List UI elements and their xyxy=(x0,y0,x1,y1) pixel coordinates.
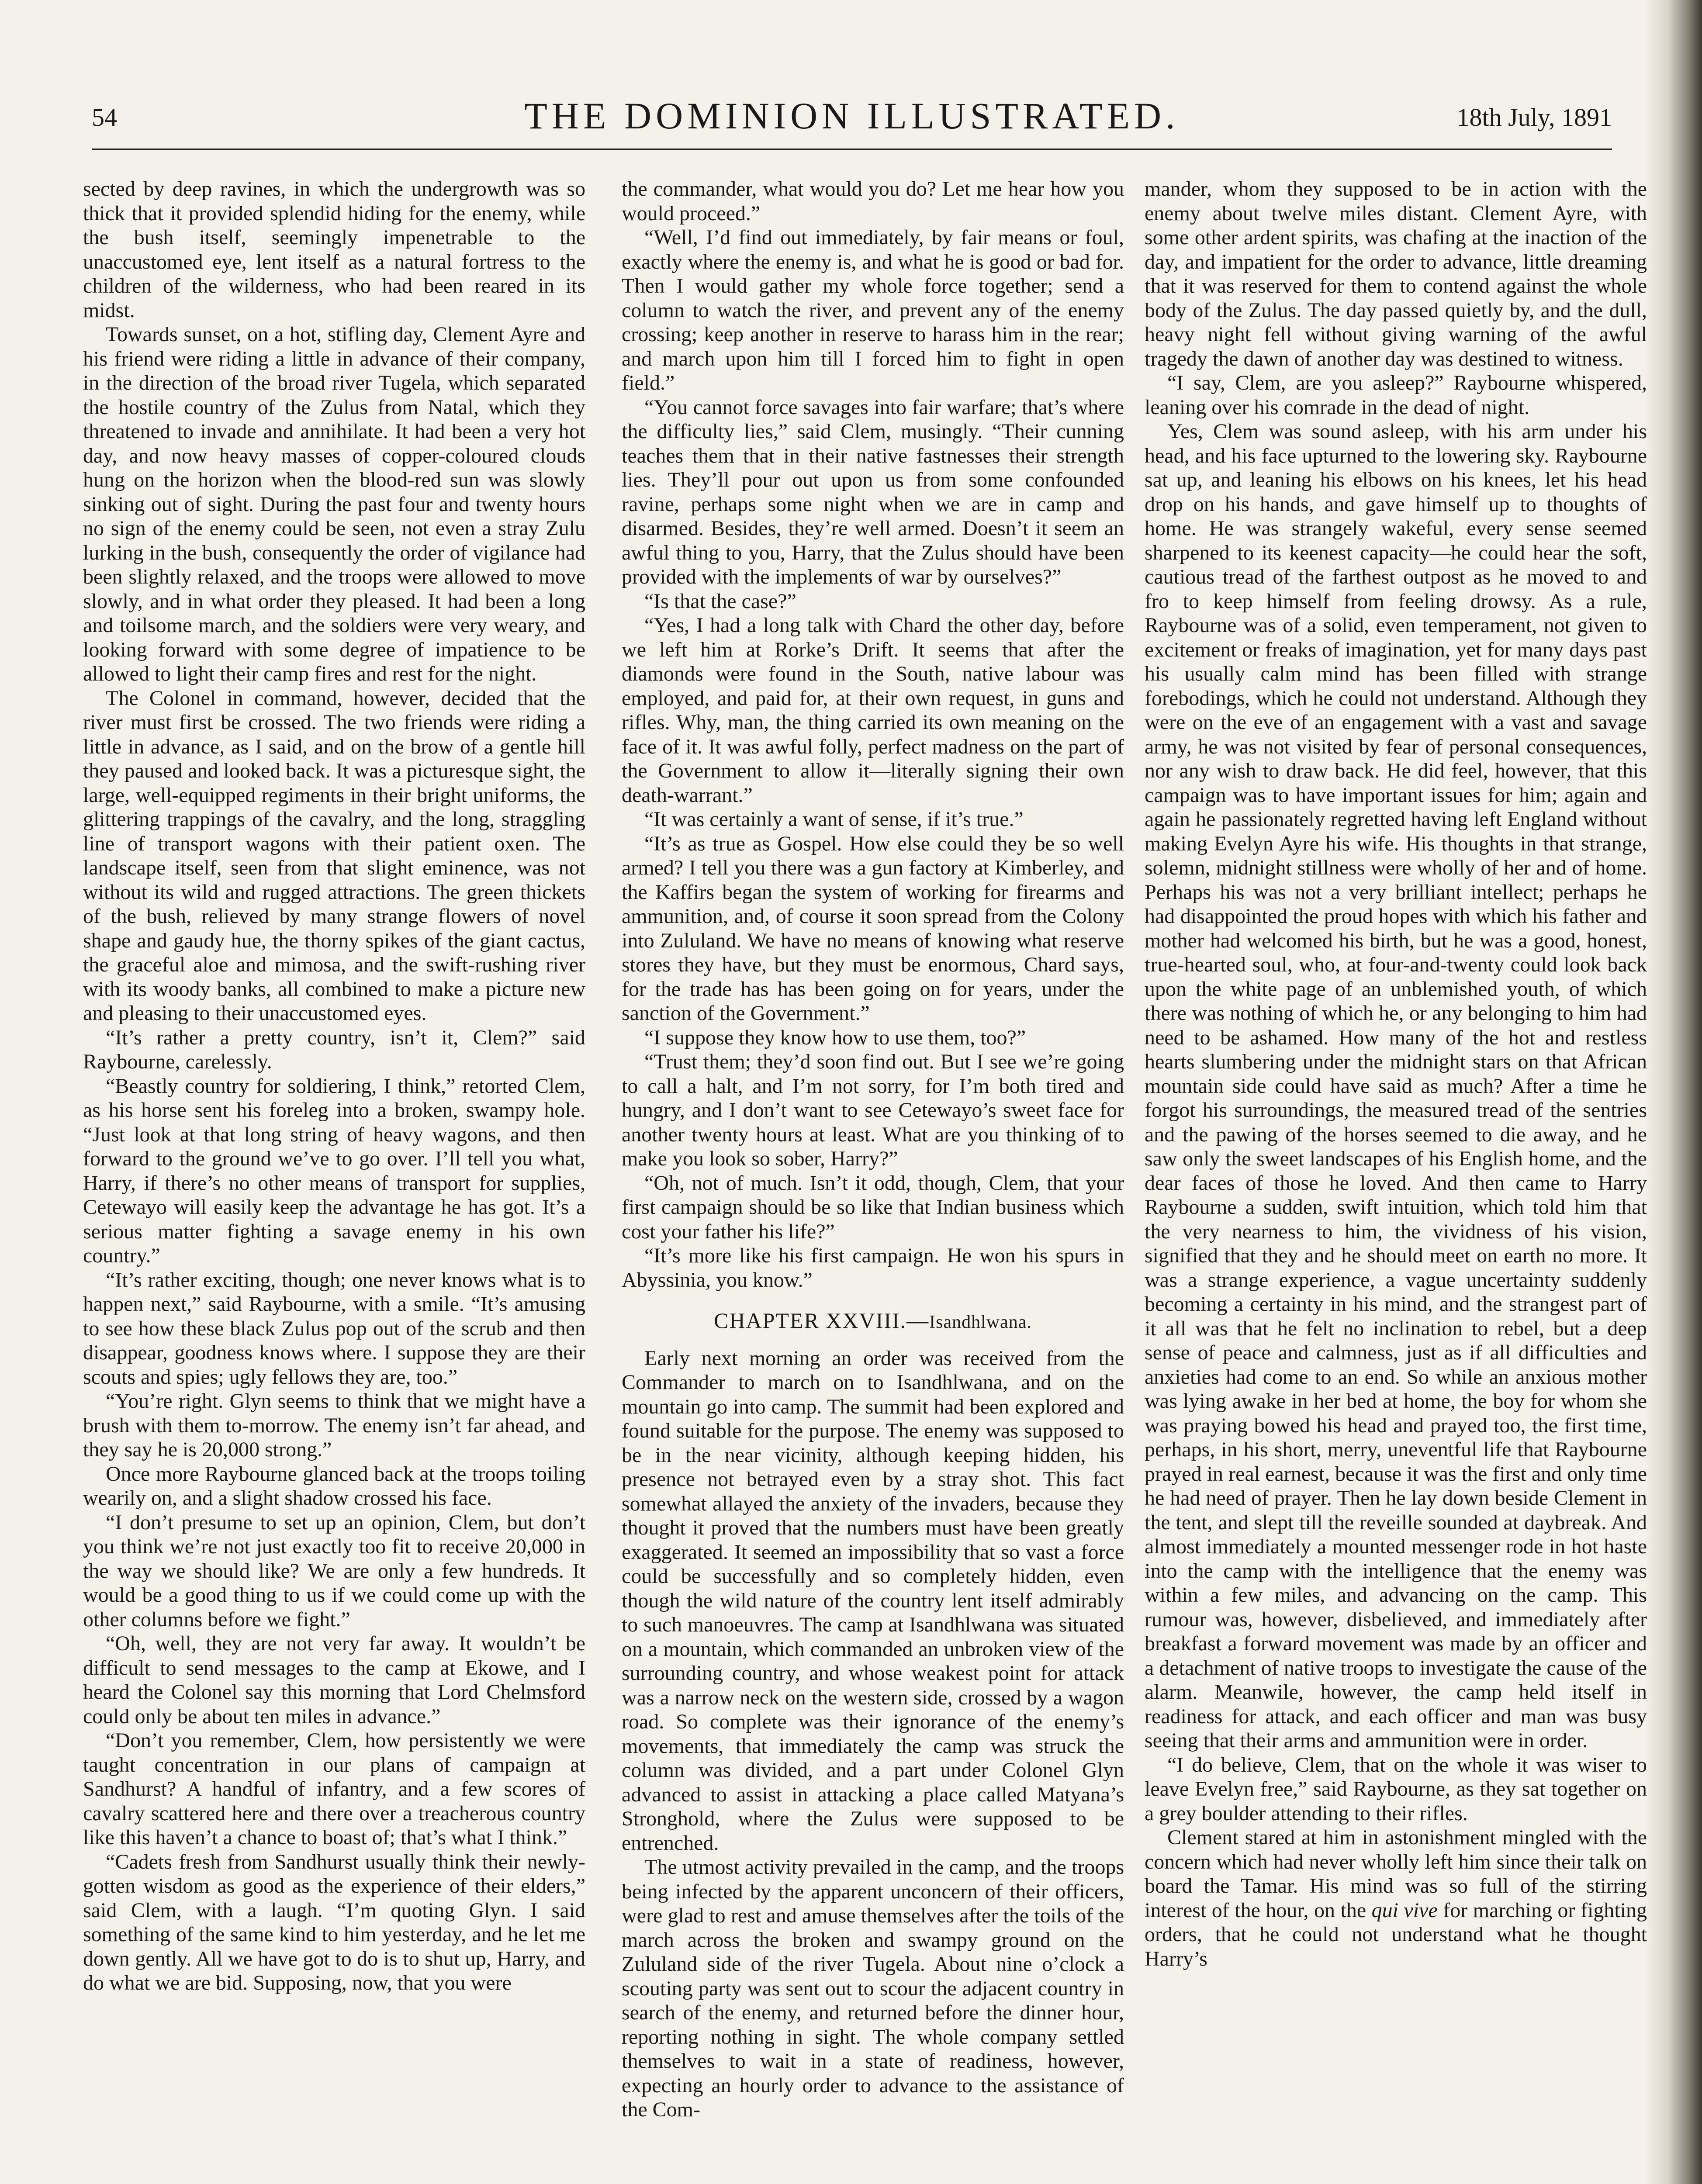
paragraph: “It’s as true as Gospel. How else could they be so well armed? I tell you there was a gun factory at Kimberley, and the Kaffirs began the system of working for firearms and ammunition, and, of course it soon spread from the Colony into Zululand. We have no means of knowing what reserve stores they have, but they must be enormous, Chard says, for the trade has has been going on for years, under the sanction of the Government.” xyxy=(622,832,1124,1025)
paragraph: “Trust them; they’d soon find out. But I see we’re going to call a halt, and I’m not sorry, for I’m both tired and hungry, and I don’t want to see Cetewayo’s sweet face for another twenty hours at least. What are you thinking of to make you look so sober, Harry?” xyxy=(622,1050,1124,1170)
paragraph: “I don’t presume to set up an opinion, Clem, but don’t you think we’re not just exactly too fit to receive 20,000 in the way we should like? We are only a few hundreds. It would be a good thing to us if we could come up with the other columns before we fight.” xyxy=(83,1510,585,1631)
paragraph: “I say, Clem, are you asleep?” Raybourne whispered, leaning over his comrade in the dead of night. xyxy=(1145,371,1647,419)
paragraph: The Colonel in command, however, decided that the river must first be crossed. The two friends were riding a little in advance, as I said, and on the brow of a gentle hill they paused and looked back. It was a picturesque sight, the large, well-equipped regiments in their bright uniforms, the glittering trappings of the cavalry, and the long, straggling line of transport wagons with their patient oxen. The landscape itself, seen from that slight eminence, was not without its wild and rugged attractions. The green thickets of the bush, relieved by many strange flowers of novel shape and gaudy hue, the thorny spikes of the giant cactus, the graceful aloe and mimosa, and the swift-rushing river with its woody banks, all combined to make a picture new and pleasing to their unaccustomed eyes. xyxy=(83,686,585,1025)
page-header xyxy=(92,94,1612,142)
paragraph: “Cadets fresh from Sandhurst usually think their newly-gotten wisdom as good as the experience of their elders,” said Clem, with a laugh. “I’m quoting Glyn. I said something of the same kind to him yesterday, and he let me down gently. All we have got to do is to shut up, Harry, and do what we are bid. Supposing, now, that you were xyxy=(83,1850,585,1994)
paragraph: “It’s rather a pretty country, isn’t it, Clem?” said Raybourne, carelessly. xyxy=(83,1026,585,1073)
italic-phrase: qui vive xyxy=(1371,1898,1438,1922)
paragraph: the commander, what would you do? Let me hear how you would proceed.” xyxy=(622,177,1124,225)
issue-date: 18th July, 1891 xyxy=(1456,103,1612,131)
column-1 xyxy=(83,177,585,2184)
paragraph: “I do believe, Clem, that on the whole it was wiser to leave Evelyn free,” said Raybourne, as they sat together on a grey boulder attending to their rifles. xyxy=(1145,1753,1647,1825)
paragraph: Yes, Clem was sound asleep, with his arm under his head, and his face upturned to the lowering sky. Raybourne sat up, and leaning his elbows on his knees, let his head drop on his hands, and gave himself up to thoughts of home. He was strangely wakeful, every sense seemed sharpened to its keenest capacity—he could hear the soft, cautious tread of the farthest outpost as he moved to and fro to keep himself from feeling drowsy. As a rule, Raybourne was of a solid, even temperament, not given to excitement or freaks of imagination, yet for many days past his usually calm mind has been filled with strange forebodings, which he could not understand. Although they were on the eve of an engagement with a vast and savage army, he was not visited by fear of personal consequences, nor any wish to draw back. He did feel, however, that this campaign was to have important issues for him; again and again he passionately regretted having left England without making Evelyn Ayre his wife. His thoughts in that strange, solemn, midnight stillness were wholly of her and of home. Perhaps his was not a very brilliant intellect; perhaps he had disappointed the proud hopes with which his father and mother had welcomed his birth, but he was a good, honest, true-hearted soul, who, at four-and-twenty could look back upon the white page of an unblemished youth, of which there was nothing of which he, or any belonging to him had need to be ashamed. How many of the hot and restless hearts slumbering under the midnight stars on that African mountain side could have said as much? After a time he forgot his surroundings, the measured tread of the sentries and the pawing of the horses seemed to die away, and he saw only the sweet landscapes of his English home, and the dear faces of those he loved. And then came to Harry Raybourne a sudden, swift intuition, which told him that the very nearness to him, the vividness of his vision, signified that they and he should meet on earth no more. It was a strange experience, a vague uncertainty suddenly becoming a certainty in his mind, and the strangest part of it all was that he felt no inclination to rebel, but a deep sense of peace and calmness, just as if all difficulties and anxieties had come to an end. So while an anxious mother was lying awake in her bed at home, the boy for whom she was praying bowed his head and prayed too, the first time, perhaps, in his short, merry, uneventful life that Raybourne prayed in real earnest, because it was the first and only time he had need of prayer. Then he lay down beside Clement in the tent, and slept till the reveille sounded at daybreak. And almost immediately a mounted messenger rode in hot haste into the camp with the intelligence that the enemy was within a few miles, and advancing on the camp. This rumour was, however, disbelieved, and immediately after breakfast a forward movement was made by an officer and a detachment of native troops to investigate the cause of the alarm. Meanwile, however, the camp held itself in readiness for attack, and each officer and man was busy seeing that their arms and ammunition were in order. xyxy=(1145,420,1647,1752)
paragraph: “I suppose they know how to use them, too?” xyxy=(644,1026,1026,1049)
paragraph: “It was certainly a want of sense, if it’s true.” xyxy=(644,808,1024,831)
paragraph: sected by deep ravines, in which the undergrowth was so thick that it provided splendid hiding for the enemy, while the bush itself, seemingly impenetrable to the unaccustomed eye, lent itself as a natural fortress to the children of the wilderness, who had been reared in its midst. xyxy=(83,177,585,322)
paragraph: Once more Raybourne glanced back at the troops toiling wearily on, and a slight shadow crossed his face. xyxy=(83,1462,585,1510)
chapter-heading xyxy=(622,1309,1124,1335)
paragraph: “Yes, I had a long talk with Chard the other day, before we left him at Rorke’s Drift. It seems that after the diamonds were found in the South, native labour was employed, and paid for, at their own request, in guns and rifles. Why, man, the thing carried its own meaning on the face of it. It was awful folly, perfect madness on the part of the Government to allow it—literally signing their own death-warrant.” xyxy=(622,614,1124,807)
paragraph: “It’s more like his first campaign. He won his spurs in Abyssinia, you know.” xyxy=(622,1244,1124,1292)
paragraph: “It’s rather exciting, though; one never knows what is to happen next,” said Raybourne, with a smile. “It’s amusing to see how these black Zulus pop out of the scrub and then disappear, goodness knows where. I suppose they are their scouts and spies; ugly fellows they are, too.” xyxy=(83,1268,585,1389)
paragraph: The utmost activity prevailed in the camp, and the troops being infected by the apparent unconcern of their officers, were glad to rest and amuse themselves after the toils of the march across the broken and swampy ground on the Zululand side of the river Tugela. About nine o’clock a scouting party was sent out to scour the adjacent country in search of the enemy, and returned before the dinner hour, reporting nothing in sight. The whole company settled themselves to wait in a state of readiness, however, expecting an hourly order to advance to the assistance of the Com- xyxy=(622,1856,1124,2121)
paragraph: “Well, I’d find out immediately, by fair means or foul, exactly where the enemy is, and what he is good or bad for. Then I would gather my whole force together; send a column to watch the river, and prevent any of the enemy crossing; keep another in reserve to harass him in the rear; and march upon him till I forced him to fight in open field.” xyxy=(622,226,1124,394)
paragraph: “Oh, well, they are not very far away. It wouldn’t be difficult to send messages to the camp at Ekowe, and I heard the Colonel say this morning that Lord Chelmsford could only be about ten miles in advance.” xyxy=(83,1632,585,1728)
paragraph: mander, whom they supposed to be in action with the enemy about twelve miles distant. Clement Ayre, with some other ardent spirits, was chafing at the inaction of the day, and impatient for the order to advance, little dreaming that it was reserved for them to contend against the whole body of the Zulus. The day passed quietly by, and the dull, heavy night fell without giving warning of the awful tragedy the dawn of another day was destined to witness. xyxy=(1145,177,1647,370)
chapter-number: CHAPTER XXVIII.— xyxy=(714,1308,930,1333)
column-2 xyxy=(622,177,1124,2184)
paragraph: “Oh, not of much. Isn’t it odd, though, Clem, that your first campaign should be so like that Indian business which cost your father his life?” xyxy=(622,1171,1124,1243)
header-rule xyxy=(92,149,1612,150)
page-edge-shadow xyxy=(1645,0,1702,2184)
paragraph: “Is that the case?” xyxy=(644,589,796,613)
text-run: for marching or fighting orders, that he could not understand what he thought Harry’s xyxy=(1145,1898,1647,1970)
chapter-title: Isandhlwana. xyxy=(929,1312,1032,1332)
column-3 xyxy=(1145,177,1647,2184)
publication-title: THE DOMINION ILLUSTRATED. xyxy=(524,95,1180,137)
text-run: Clement stared at him in astonishment mingled with the concern which had never wholly left him since their talk on board the Tamar. His mind was so full of the stirring interest of the hour, on the xyxy=(1145,1826,1647,1922)
paragraph: “You’re right. Glyn seems to think that we might have a brush with them to-morrow. The enemy isn’t far ahead, and they say he is 20,000 strong.” xyxy=(83,1389,585,1461)
paragraph: “Beastly country for soldiering, I think,” retorted Clem, as his horse sent his foreleg into a broken, swampy hole. “Just look at that long string of heavy wagons, and then forward to the ground we’ve to go over. I’ll tell you what, Harry, if there’s no other means of transport for supplies, Cetewayo will easily keep the advantage he has got. It’s a serious matter fighting a savage enemy in his own country.” xyxy=(83,1074,585,1267)
paragraph: “You cannot force savages into fair warfare; that’s where the difficulty lies,” said Clem, musingly. “Their cunning teaches them that in their native fastnesses their strength lies. They’ll pour out upon us from some confounded ravine, perhaps some night when we are in camp and disarmed. Besides, they’re well armed. Doesn’t it seem an awful thing to you, Harry, that the Zulus should have been provided with the implements of war by ourselves?” xyxy=(622,395,1124,588)
paragraph: Early next morning an order was received from the Commander to march on to Isandhlwana, and on the mountain go into camp. The summit had been explored and found suitable for the purpose. The enemy was supposed to be in the near vicinity, although keeping hidden, his presence not betrayed even by a stray shot. This fact somewhat allayed the anxiety of the invaders, because they thought it proved that the numbers must have been greatly exaggerated. It seemed an impossibility that so vast a force could be successfully and so completely hidden, even though the wild nature of the country lent itself admirably to such manoeuvres. The camp at Isandhlwana was situated on a mountain, which commanded an unbroken view of the surrounding country, and whose weakest point for attack was a narrow neck on the western side, crossed by a wagon road. So complete was their ignorance of the enemy’s movements, that immediately the camp was struck the column was divided, and a part under Colonel Glyn advanced to assist in attacking a place called Matyana’s Stronghold, where the Zulus were supposed to be entrenched. xyxy=(622,1346,1124,1855)
paragraph: Towards sunset, on a hot, stifling day, Clement Ayre and his friend were riding a little in advance of their company, in the direction of the broad river Tugela, which separated the hostile country of the Zulus from Natal, which they threatened to invade and annihilate. It had been a very hot day, and now heavy masses of copper-coloured clouds hung on the horizon when the blood-red sun was slowly sinking out of sight. During the past four and twenty hours no sign of the enemy could be seen, not even a stray Zulu lurking in the bush, consequently the order of vigilance had been slightly relaxed, and the troops were allowed to move slowly, and in what order they pleased. It had been a long and toilsome march, and the soldiers were very weary, and looking forward with some degree of impatience to be allowed to light their camp fires and rest for the night. xyxy=(83,323,585,685)
paragraph: “Don’t you remember, Clem, how persistently we were taught concentration in our plans of campaign at Sandhurst? A handful of infantry, and a few scores of cavalry scattered here and there over a treacherous country like this haven’t a chance to boast of; that’s what I think.” xyxy=(83,1729,585,1849)
page-number: 54 xyxy=(92,103,117,131)
paragraph-final xyxy=(1145,1825,1647,1971)
